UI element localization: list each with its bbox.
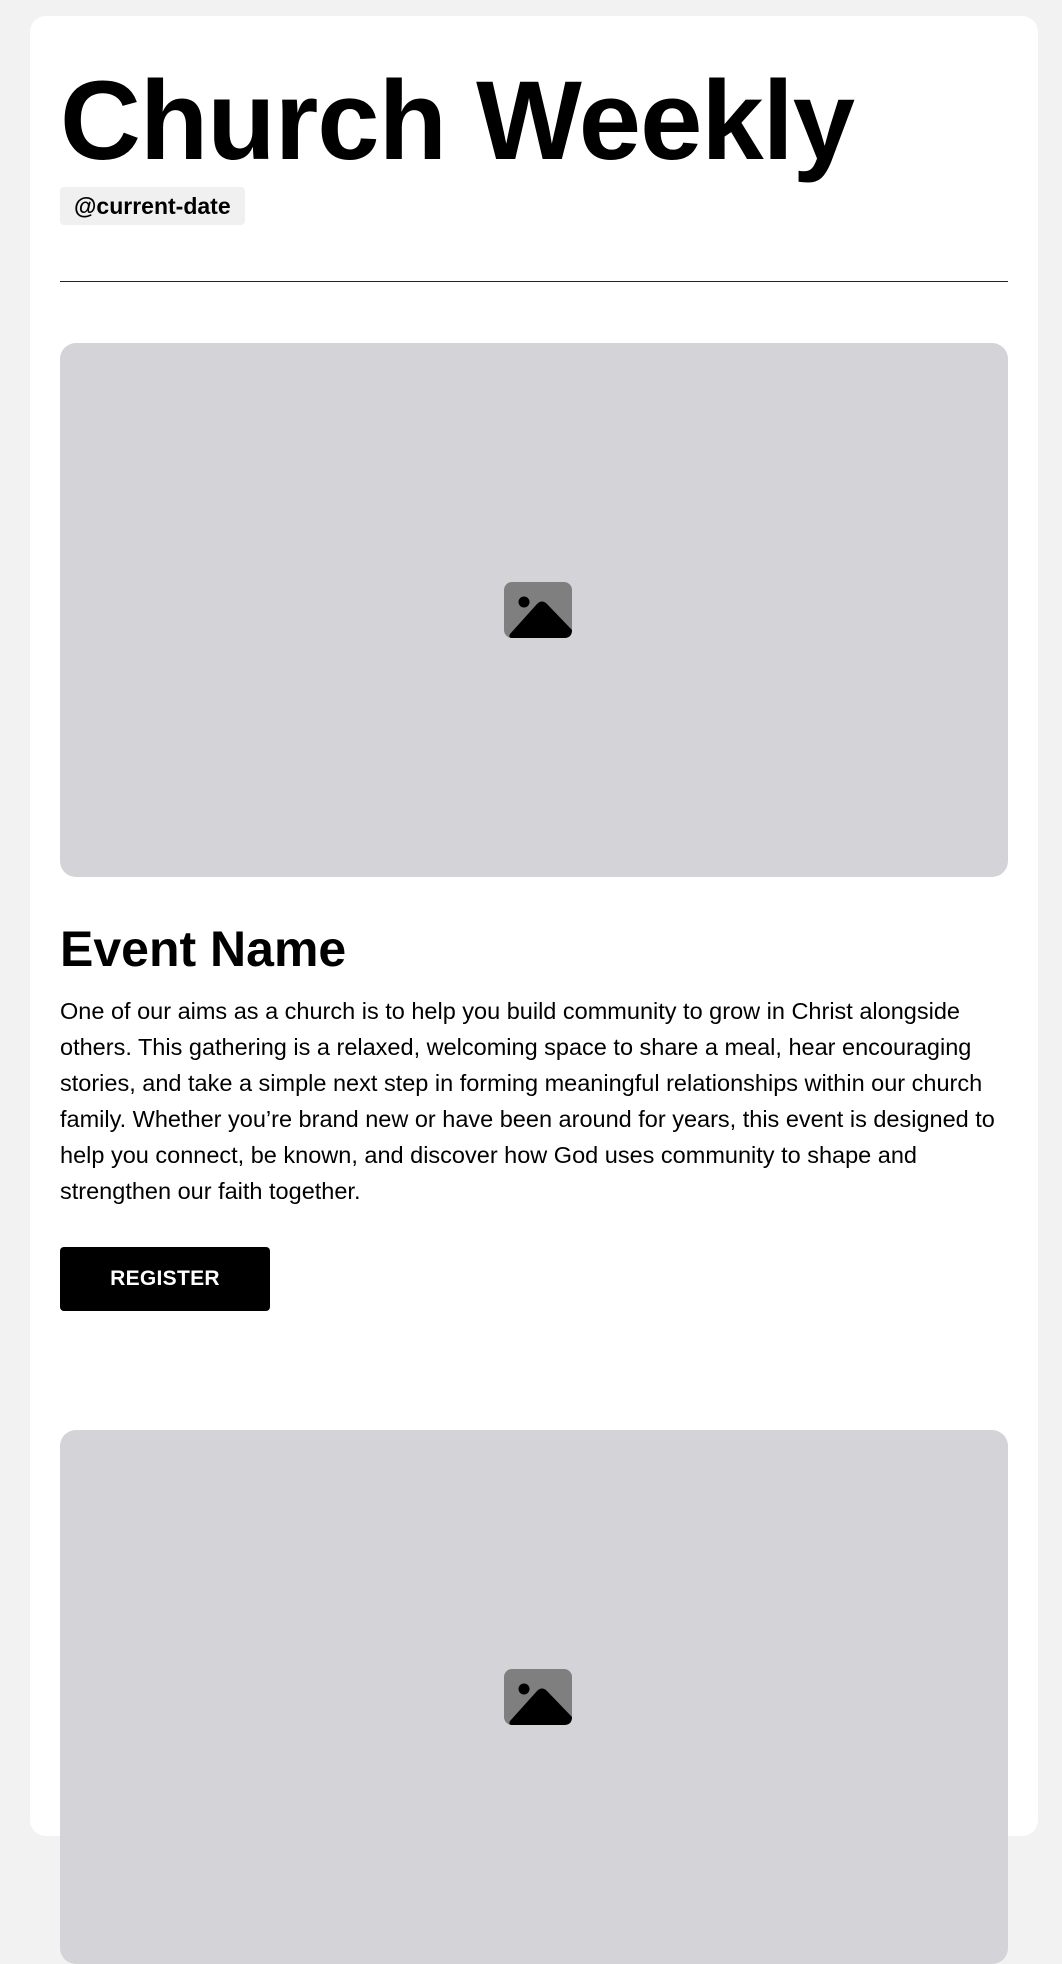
register-button[interactable]: REGISTER [60,1247,270,1311]
image-placeholder-icon [504,582,572,638]
event-section [60,1430,1008,1964]
current-date-badge: @current-date [60,187,245,225]
newsletter-card [30,16,1038,1836]
newsletter-title: Church Weekly [60,58,855,183]
event-description: One of our aims as a church is to help you build community to grow in Christ alongside others. This gathering is a relaxed, welcoming space to share a meal, hear encouraging stories, and take a simple next step in forming meaningful relationships within our church family. Whether you’re brand new or have been around for years, this event is designed to help you connect, be known, and discover how God uses community to shape and strengthen our faith together. [60,998,995,1204]
header-divider [60,281,1008,282]
image-placeholder-icon [504,1669,572,1725]
event-section [60,343,1008,1311]
event-image-placeholder [60,343,1008,877]
event-image-placeholder [60,1430,1008,1964]
event-name: Event Name [60,921,347,977]
